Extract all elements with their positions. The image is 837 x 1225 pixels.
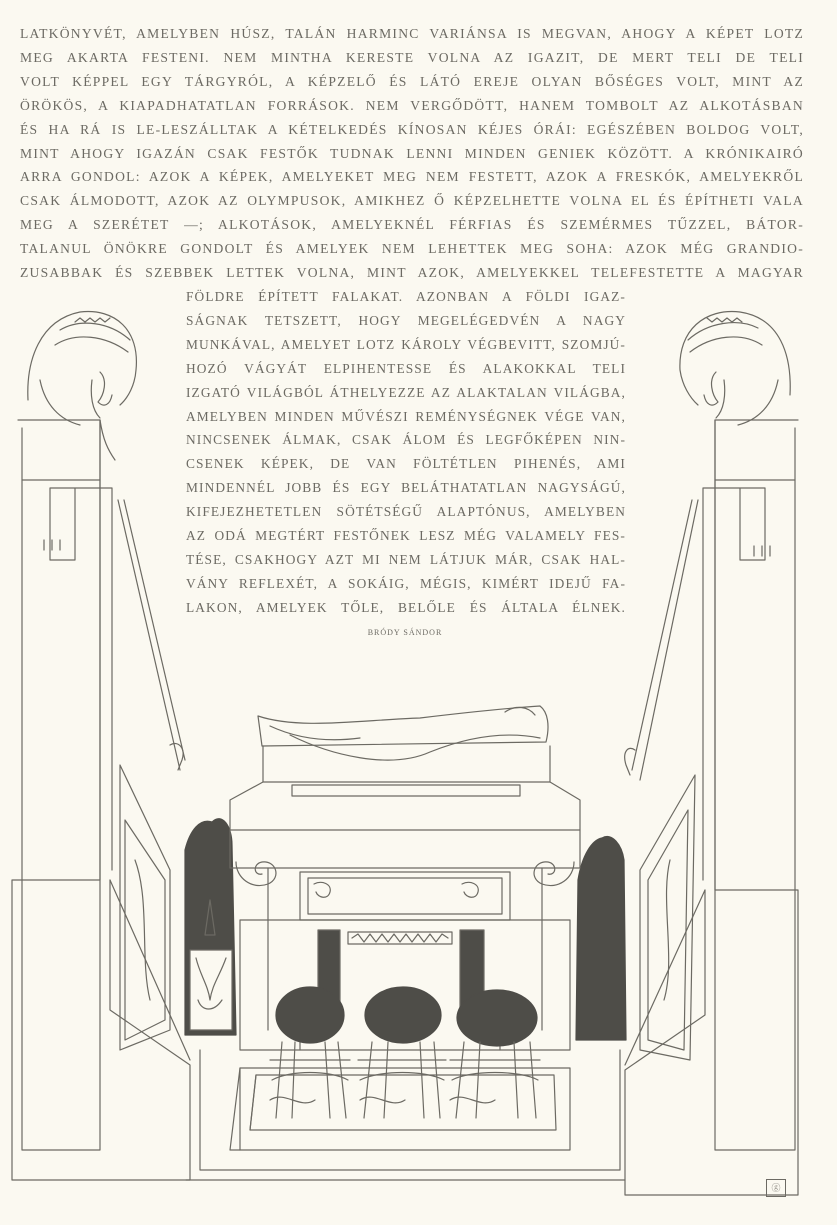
right-cypress-trees [576, 837, 626, 1040]
text-line: LATKÖNYVÉT, AMELYBEN HÚSZ, TALÁN HARMINC VARIÁNSA IS MEGVAN, AHOGY A KÉPET LOTZ [20, 26, 804, 41]
text-line: CSENEK KÉPEK, DE VAN FÖLTÉTLEN PIHENÉS, AMI [186, 456, 626, 472]
paved-floor [186, 1050, 625, 1180]
text-line: CSAK ÁLMODOTT, AZOK AZ OLYMPUSOK, AMIKHEZ Ő KÉPZELHETTE VOLNA EL ÉS ÉPÍTHETI VALA [20, 193, 804, 209]
artist-monogram: ⓖ [766, 1179, 786, 1197]
right-female-head [680, 312, 790, 425]
text-line: KIFEJEZHETETLEN SÖTÉTSÉGŰ ALAPTÓNUS, AMELYBEN [186, 504, 626, 520]
text-line: ZUSABBAK ÉS SZEBBEK LETTEK VOLNA, MINT AZOK, AMELYEKKEL TELEFESTETTE A MAGYAR [20, 265, 804, 281]
text-line: NINCSENEK ÁLMAK, CSAK ÁLOM ÉS LEGFŐKÉPEN NIN- [186, 432, 626, 448]
text-line: AZ ODÁ MEGTÉRT FESTŐNEK LESZ MÉG VALAMELY FES- [186, 528, 626, 544]
text-line: IZGATÓ VILÁGBÓL ÁTHELYEZZE AZ ALAKTALAN VILÁGBA, [186, 384, 626, 400]
text-line: MEG A SZERÉTET —; ALKOTÁSOK, AMELYEKNÉL FÉRFIAS ÉS SZEMÉRMES TŰZZEL, BÁTOR- [20, 217, 804, 233]
text-line: MINT AHOGY IGAZÁN CSAK FESTŐK TUDNAK LENNI MINDEN GENIEK KÖZÖTT. A KRÓNIKAIRÓ [20, 145, 804, 161]
shrub-planters [270, 987, 540, 1118]
text-line: MINDENNÉL JOBB ÉS EGY BELÁTHATATLAN NAGYSÁGÚ, [186, 480, 626, 496]
text-line: LAKON, AMELYEK TŐLE, BELŐLE ÉS ÁLTALA ÉLNEK. [186, 599, 626, 615]
text-line: MUNKÁVAL, AMELYET LOTZ KÁROLY VÉGBEVITT, SZOMJÚ- [186, 336, 626, 352]
text-line: ÖRÖKÖS, A KIAPADHATATLAN FORRÁSOK. NEM VERGŐDÖTT, HANEM TOMBOLT AZ ALKOTÁSBAN [20, 97, 804, 113]
text-line: ÉS HA RÁ IS LE-LESZÁLLTAK A KÉTELKEDÉS KÍNOSAN KÉJES ÓRÁI: EGÉSZÉBEN BOLDOG VOLT, [20, 121, 804, 137]
text-line: MEG AKARTA FESTENI. NEM MINTHA KERESTE VOLNA AZ IGAZIT, DE MERT TELI DE TELI [20, 49, 804, 65]
text-line: HOZÓ VÁGYÁT ELPIHENTESSE ÉS ALAKOKKAL TELI [186, 360, 626, 376]
right-pillar [625, 420, 798, 1195]
text-line: VOLT KÉPPEL EGY TÁRGYRÓL, A KÉPZELŐ ÉS LÁTÓ EREJE OLYAN BŐSÉGES VOLT, MINT AZ [20, 73, 804, 89]
text-line: SÁGNAK TETSZETT, HOGY MEGELÉGEDVÉN A NAGY [186, 312, 626, 328]
text-line: AMELYBEN MINDEN MŰVÉSZI REMÉNYSÉGNEK VÉGE VAN, [186, 408, 626, 424]
author-signature-line: BRÓDY SÁNDOR [367, 628, 443, 637]
left-pillar [12, 420, 190, 1180]
left-female-head [28, 312, 137, 460]
text-line: VÁNY REFLEXÉT, A SOKÁIG, MÉGIS, KIMÉRT IDEJŰ FA- [186, 575, 626, 591]
text-line: FÖLDRE ÉPÍTETT FALAKAT. AZONBAN A FÖLDI IGAZ- [186, 289, 626, 304]
text-line: ARRA GONDOL: AZOK A KÉPEK, AMELYEKET MEG NEM FESTETT, AZOK A FRESKÓK, AMELYEKRŐL [20, 169, 804, 185]
text-line: TALANUL ÖNÖKRE GONDOLT ÉS AMELYEK NEM LEHETTEK MEG SOHA: AZOK MÉG GRANDIO- [20, 241, 804, 257]
text-line: TÉSE, CSAKHOGY AZT MI NEM LÁTJUK MÁR, CSAK HAL- [186, 551, 626, 567]
